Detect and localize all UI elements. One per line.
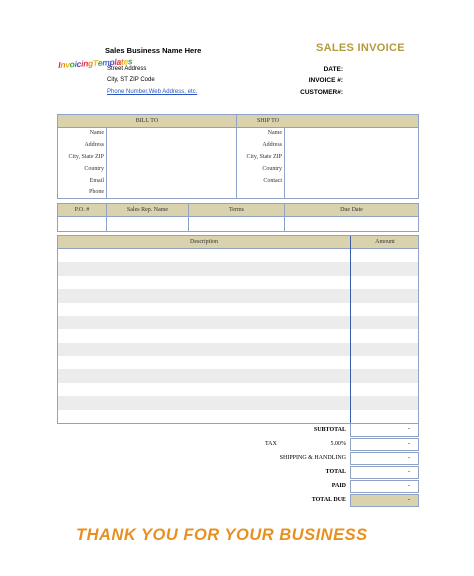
line-item-row bbox=[58, 316, 418, 329]
address-table bbox=[57, 114, 419, 199]
line-item-row bbox=[58, 410, 418, 423]
street-address: Street Address bbox=[107, 66, 147, 72]
logo-letter: s bbox=[127, 56, 133, 67]
line-item-rows bbox=[58, 249, 418, 423]
invoice-title: SALES INVOICE bbox=[316, 42, 405, 54]
line-item-row bbox=[58, 343, 418, 356]
line-item-row bbox=[58, 356, 418, 369]
description-header: Description bbox=[190, 239, 218, 245]
bill-email-label: Email bbox=[89, 178, 104, 184]
logo-letter: t bbox=[120, 56, 124, 67]
bill-city-label: City, State ZIP bbox=[68, 154, 104, 160]
bill-phone-label: Phone bbox=[89, 189, 104, 195]
invoice-number-label: INVOICE #: bbox=[308, 77, 343, 84]
paid-label: PAID bbox=[331, 483, 346, 489]
tax-value: - bbox=[350, 438, 419, 451]
ship-address-label: Address bbox=[262, 142, 282, 148]
subtotal-value: - bbox=[350, 424, 419, 437]
amount-header: Amount bbox=[375, 239, 395, 245]
line-item-row bbox=[58, 262, 418, 275]
order-info-table bbox=[57, 203, 419, 232]
ship-country-label: Country bbox=[262, 166, 282, 172]
total-due-value: - bbox=[350, 494, 419, 507]
logo-letter: n bbox=[60, 59, 66, 70]
po-number-header: P.O. # bbox=[74, 207, 90, 213]
thank-you-message: THANK YOU FOR YOUR BUSINESS bbox=[76, 526, 368, 544]
logo-letter: I bbox=[58, 59, 61, 70]
shipping-label: SHIPPING & HANDLING bbox=[279, 455, 346, 461]
tax-label: TAX bbox=[265, 441, 277, 447]
bill-name-label: Name bbox=[89, 130, 104, 136]
line-item-row bbox=[58, 329, 418, 342]
paid-value: - bbox=[350, 480, 419, 493]
logo-letter: m bbox=[101, 57, 110, 68]
terms-header: Terms bbox=[229, 207, 244, 213]
customer-number-label: CUSTOMER#: bbox=[300, 89, 343, 96]
logo-letter: n bbox=[82, 58, 89, 69]
line-item-row bbox=[58, 289, 418, 302]
logo-letter: a bbox=[116, 56, 122, 67]
line-item-row bbox=[58, 249, 418, 262]
business-name: Sales Business Name Here bbox=[105, 46, 202, 55]
ship-contact-label: Contact bbox=[263, 178, 282, 184]
ship-city-label: City, State ZIP bbox=[246, 154, 282, 160]
line-item-row bbox=[58, 369, 418, 382]
bill-to-heading: BILL TO bbox=[135, 118, 159, 124]
logo-letter: i bbox=[74, 59, 77, 70]
total-value: - bbox=[350, 466, 419, 479]
bill-address-label: Address bbox=[84, 142, 104, 148]
sales-rep-header: Sales Rep. Name bbox=[126, 207, 169, 213]
logo-letter: e bbox=[97, 57, 103, 68]
logo-letter: l bbox=[114, 56, 117, 68]
line-items-table bbox=[57, 235, 419, 424]
city-state-zip: City, ST ZIP Code bbox=[107, 77, 155, 83]
logo-letter: g bbox=[87, 58, 94, 69]
line-item-row bbox=[58, 396, 418, 409]
logo-letter: p bbox=[109, 57, 115, 68]
line-item-row bbox=[58, 383, 418, 396]
line-item-row bbox=[58, 303, 418, 316]
logo-letter: i bbox=[80, 58, 84, 69]
due-date-header: Due Date bbox=[340, 207, 363, 213]
logo-letter: c bbox=[76, 58, 82, 70]
bill-country-label: Country bbox=[84, 166, 104, 172]
logo-letter: v bbox=[64, 59, 70, 70]
total-label: TOTAL bbox=[325, 469, 346, 475]
line-item-row bbox=[58, 276, 418, 289]
date-label: DATE: bbox=[323, 66, 343, 73]
logo-letter: e bbox=[123, 56, 129, 67]
subtotal-label: SUBTOTAL bbox=[313, 427, 346, 433]
contact-link[interactable]: Phone Number,Web Address, etc. bbox=[107, 89, 198, 95]
ship-name-label: Name bbox=[267, 130, 282, 136]
logo-letter: o bbox=[69, 59, 75, 70]
logo-letter: T bbox=[92, 57, 99, 69]
shipping-value: - bbox=[350, 452, 419, 465]
tax-rate: 5.00% bbox=[330, 441, 346, 447]
ship-to-heading: SHIP TO bbox=[256, 118, 280, 124]
total-due-label: TOTAL DUE bbox=[311, 497, 346, 503]
